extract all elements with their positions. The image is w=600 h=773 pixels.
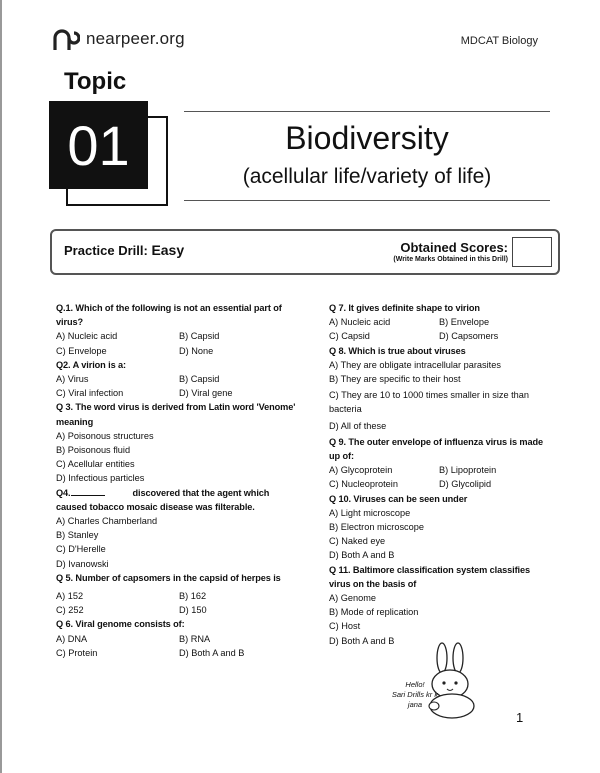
question-1-options: [56, 329, 302, 357]
option: C) Capsid: [329, 331, 370, 342]
question-6-options: [56, 632, 302, 660]
option: C) 252: [56, 605, 84, 616]
option: A) Charles Chamberland: [56, 516, 158, 527]
option: B) Electron microscope: [329, 522, 424, 533]
option: B) Capsid: [179, 374, 220, 385]
question-5: Q 5. Number of capsomers in the capsid of herpes is: [56, 572, 281, 583]
option: D) Capsomers: [439, 331, 499, 342]
option: B) Capsid: [179, 331, 220, 342]
question-1: Q.1. Which of the following is not an essential part of virus?: [56, 303, 282, 328]
option: D) Both A and B: [329, 550, 395, 561]
mascot-line-1: Hello!: [405, 680, 425, 689]
drill-label: [64, 242, 184, 258]
option: B) 162: [179, 591, 207, 602]
divider-top: [184, 111, 550, 112]
option: C) Protein: [56, 647, 98, 658]
question-7-options: [329, 315, 549, 343]
option: A) Nucleic acid: [329, 317, 391, 328]
questions-right-column: [329, 301, 549, 648]
option: D) None: [179, 345, 214, 356]
question-4-text: discovered that the agent which caused tobacco mosaic disease was filterable.: [56, 487, 270, 512]
practice-drill-box: [50, 229, 560, 275]
page-number: 1: [516, 710, 524, 725]
subject-label: MDCAT Biology: [460, 35, 538, 47]
logo-text: nearpeer.org: [86, 29, 185, 48]
option: C) Envelope: [56, 345, 107, 356]
question-4-number: Q4.: [56, 487, 71, 498]
nearpeer-logo-icon: [52, 26, 80, 52]
question-10: Q 10. Viruses can be seen under: [329, 493, 468, 504]
obtained-scores: [393, 240, 508, 263]
question-3: Q 3. The word virus is derived from Latin word 'Venome' meaning: [56, 402, 296, 427]
questions-left-column: [56, 301, 302, 660]
question-4-options: [56, 514, 302, 571]
question-9: Q 9. The outer envelope of influenza virus is made up of:: [329, 436, 544, 462]
option: A) Poisonous structures: [56, 430, 154, 441]
score-input-box[interactable]: [512, 237, 552, 267]
question-7: Q 7. It gives definite shape to virion: [329, 303, 480, 313]
question-4: [56, 486, 302, 514]
scores-title: Obtained Scores:: [400, 240, 508, 255]
option: B) Envelope: [439, 317, 490, 328]
option: D) Infectious particles: [56, 473, 145, 484]
scores-note: (Write Marks Obtained in this Drill): [393, 256, 508, 263]
nearpeer-logo[interactable]: [52, 26, 185, 52]
mascot-line-2: Sari Drills kr k jana: [391, 690, 439, 709]
option: C) Host: [329, 621, 361, 632]
question-3-options: [56, 429, 302, 486]
option: D) Both A and B: [179, 647, 245, 658]
fill-in-blank: [71, 487, 105, 496]
topic-subtitle: (acellular life/variety of life): [242, 165, 492, 188]
option: A) Glycoprotein: [329, 465, 393, 476]
option: C) Acellular entities: [56, 459, 135, 470]
option: D) Viral gene: [179, 388, 233, 399]
option: C) Nucleoprotein: [329, 479, 398, 490]
drill-level: Easy: [151, 242, 185, 258]
question-6: Q 6. Viral genome consists of:: [56, 619, 185, 630]
topic-label: Topic: [64, 68, 127, 95]
question-8: Q 8. Which is true about viruses: [329, 345, 466, 356]
question-11: Q 11. Baltimore classification system classifies virus on the basis of: [329, 564, 531, 589]
option: B) They are specific to their host: [329, 374, 461, 385]
option: C) Naked eye: [329, 536, 386, 547]
option: A) Light microscope: [329, 507, 411, 518]
option: D) All of these: [329, 420, 387, 431]
question-8-options: [329, 358, 549, 433]
option: B) Mode of replication: [329, 607, 419, 618]
option: B) Stanley: [56, 530, 99, 541]
question-2-options: [56, 372, 302, 400]
option: D) 150: [179, 605, 207, 616]
option: B) Lipoprotein: [439, 465, 497, 476]
option: A) DNA: [56, 633, 88, 644]
option: A) Nucleic acid: [56, 331, 118, 342]
question-2: Q2. A virion is a:: [56, 359, 127, 370]
divider-bottom: [184, 200, 550, 201]
option: B) Poisonous fluid: [56, 445, 131, 456]
option: D) Glycolipid: [439, 479, 492, 490]
question-9-options: [329, 463, 549, 491]
mascot-greeting: [386, 680, 444, 710]
question-10-options: [329, 506, 549, 563]
topic-title: Biodiversity: [285, 120, 449, 156]
option: D) Ivanowski: [56, 558, 109, 569]
option: D) Both A and B: [329, 635, 395, 646]
option: A) 152: [56, 591, 84, 602]
drill-label-text: Practice Drill:: [64, 243, 152, 258]
option: A) Virus: [56, 374, 89, 385]
option: C) They are 10 to 1000 times smaller in size than bacteria: [329, 390, 530, 415]
option: C) Viral infection: [56, 388, 124, 399]
option: A) Genome: [329, 593, 376, 604]
option: B) RNA: [179, 633, 211, 644]
option: C) D'Herelle: [56, 544, 106, 555]
option: A) They are obligate intracellular parasites: [329, 359, 501, 370]
topic-number: 01: [49, 101, 148, 189]
question-5-options: [56, 589, 302, 617]
